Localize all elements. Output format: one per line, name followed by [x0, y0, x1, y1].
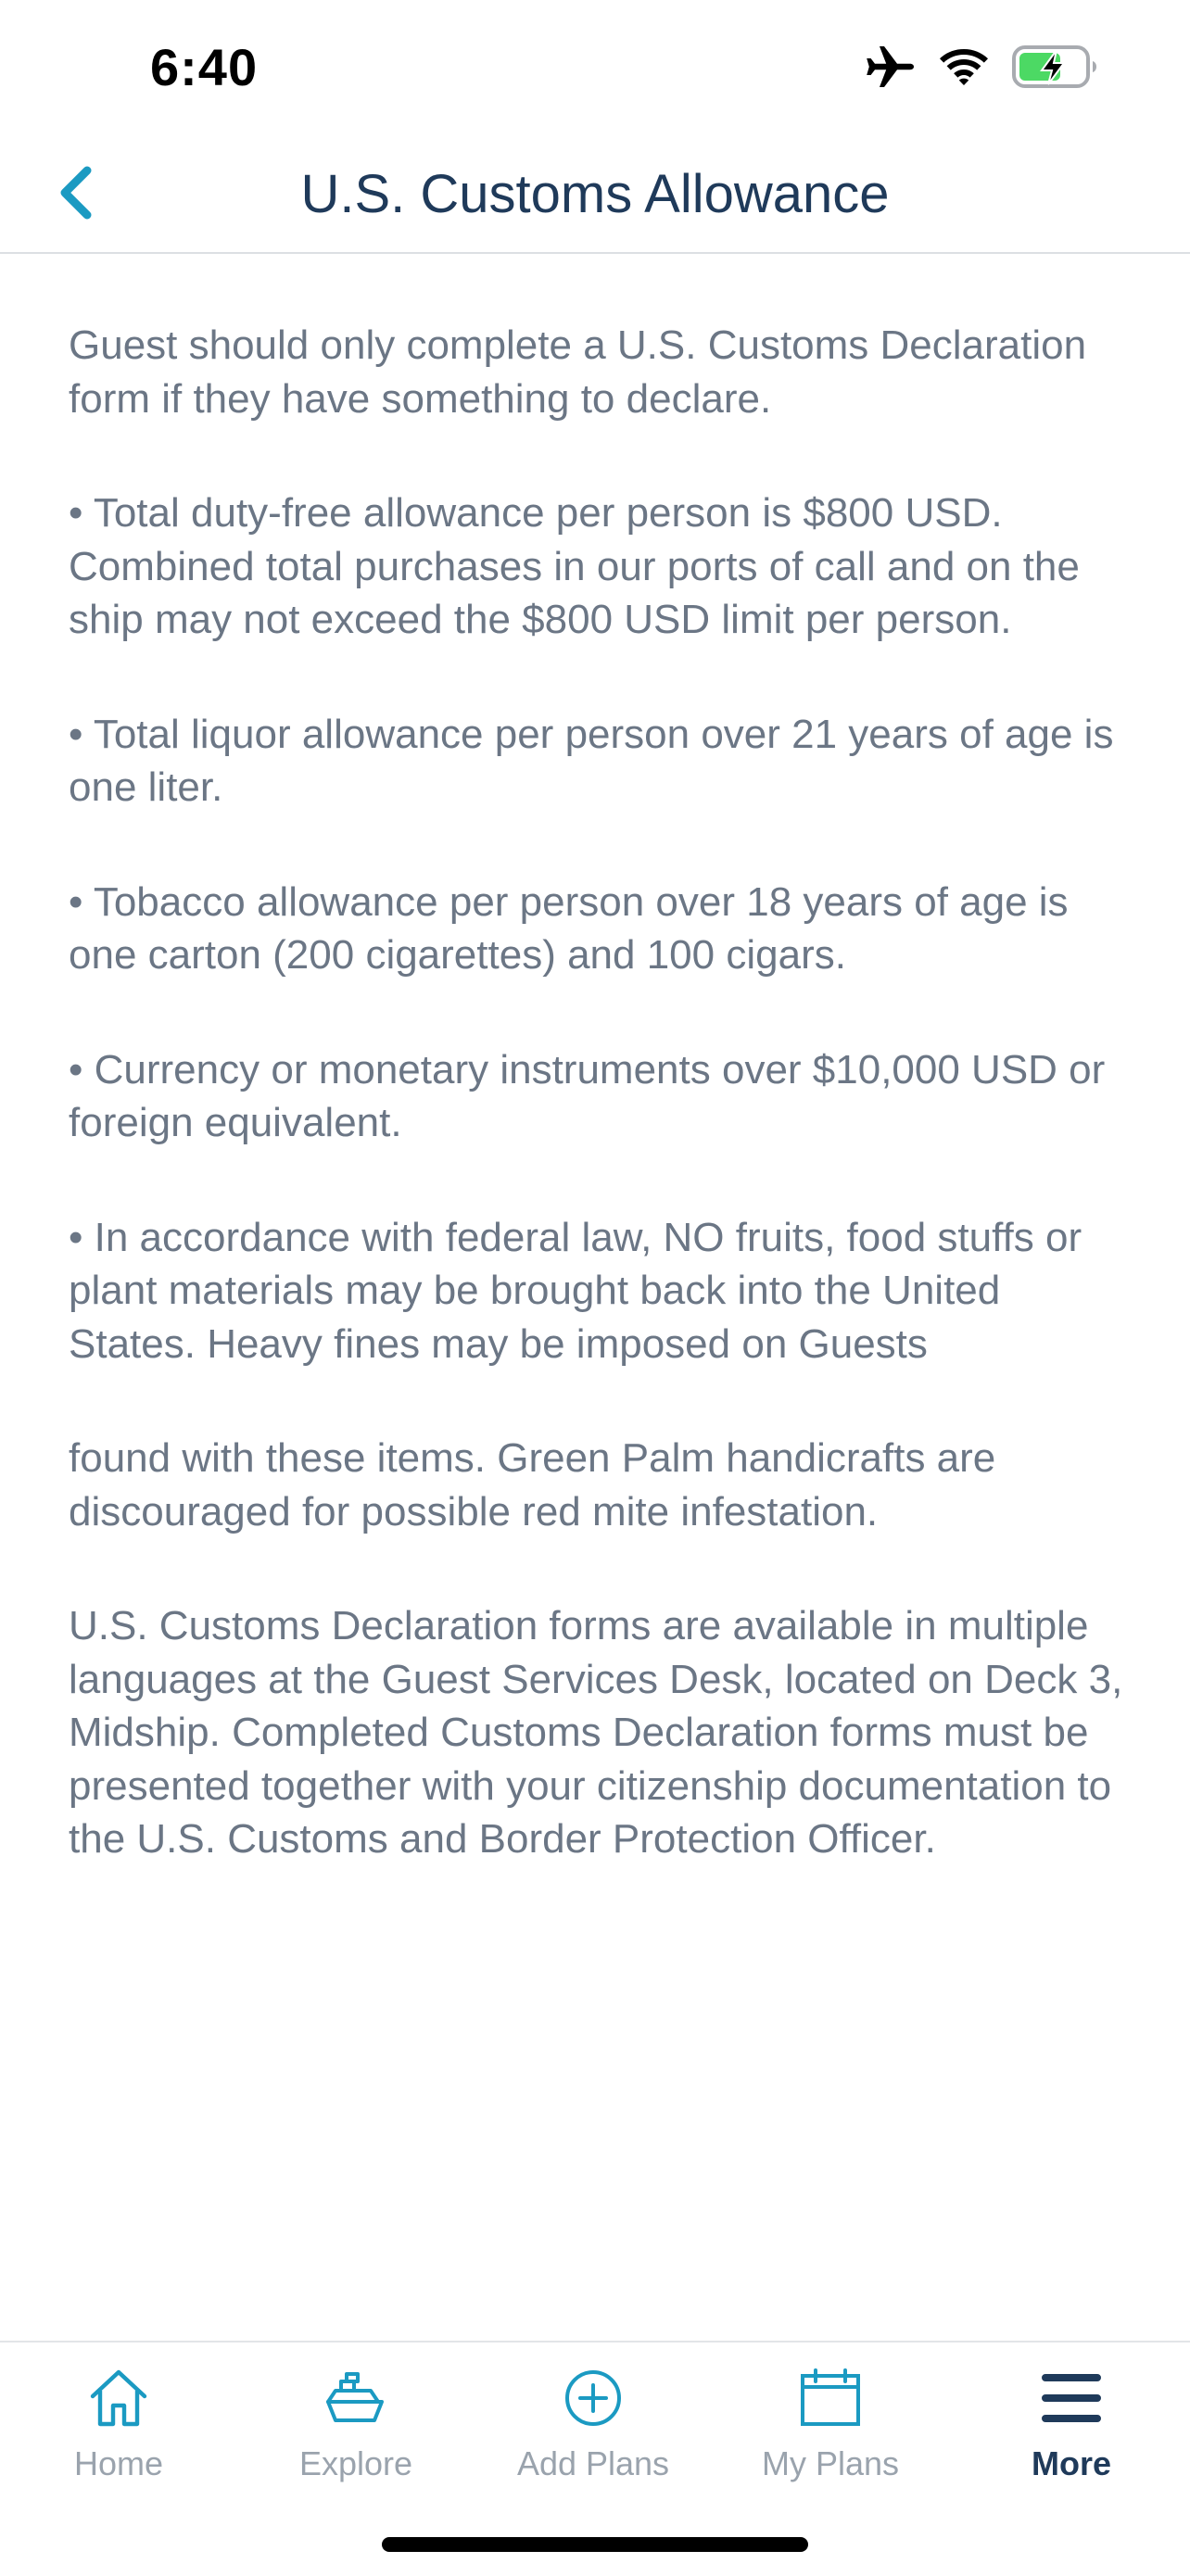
handicrafts-paragraph: found with these items. Green Palm handicrafts are discouraged for possible red mite infestation. [69, 1435, 996, 1534]
tab-home[interactable] [0, 2342, 237, 2500]
ship-icon [323, 2365, 389, 2431]
tab-add-plans-label: Add Plans [516, 2444, 670, 2482]
tab-my-plans-label: My Plans [761, 2444, 900, 2482]
tab-my-plans[interactable] [712, 2342, 949, 2500]
tab-more[interactable] [953, 2342, 1190, 2500]
wifi-icon [938, 47, 990, 91]
page-title: U.S. Customs Allowance [300, 164, 890, 224]
declaration-forms-paragraph: U.S. Customs Declaration forms are available in multiple languages at the Guest Services Desk, located on Deck 3, Midship. Completed Customs Declaration forms must be presented together with your citizenship documentation to the U.S. Customs and Border Protection Officer. [69, 1603, 1123, 1862]
status-time: 6:40 [150, 38, 259, 96]
intro-paragraph: Guest should only complete a U.S. Customs Declaration form if they have something to declare. [69, 322, 1087, 422]
home-icon [85, 2365, 152, 2431]
airplane-mode-icon [864, 44, 916, 94]
duty-free-paragraph: • Total duty-free allowance per person is $800 USD. Combined total purchases in our ports of call and on the ship may not exceed the $800 USD limit per person. [69, 490, 1080, 642]
status-icons [864, 44, 1101, 94]
plus-circle-icon [560, 2365, 627, 2431]
tab-more-label: More [1031, 2444, 1111, 2482]
customs-allowance-content [69, 319, 1134, 1927]
menu-icon [1038, 2365, 1105, 2431]
tab-explore[interactable] [237, 2342, 475, 2500]
battery-charging-icon [1012, 45, 1101, 93]
status-bar [0, 0, 1190, 139]
currency-paragraph: • Currency or monetary instruments over $10,000 USD or foreign equivalent. [69, 1046, 1106, 1145]
tab-home-label: Home [73, 2444, 164, 2482]
tab-add-plans[interactable] [475, 2342, 712, 2500]
navigation-bar [0, 139, 1190, 254]
calendar-icon [797, 2365, 864, 2431]
fruits-paragraph: • In accordance with federal law, NO fruits, food stuffs or plant materials may be brought back into the United States. Heavy fines may be imposed on Guests [69, 1214, 1082, 1367]
home-indicator[interactable] [382, 2537, 808, 2552]
tobacco-paragraph: • Tobacco allowance per person over 18 years of age is one carton (200 cigarettes) and 100 cigars. [69, 878, 1069, 978]
liquor-paragraph: • Total liquor allowance per person over 21 years of age is one liter. [69, 711, 1114, 810]
tab-explore-label: Explore [298, 2444, 413, 2482]
